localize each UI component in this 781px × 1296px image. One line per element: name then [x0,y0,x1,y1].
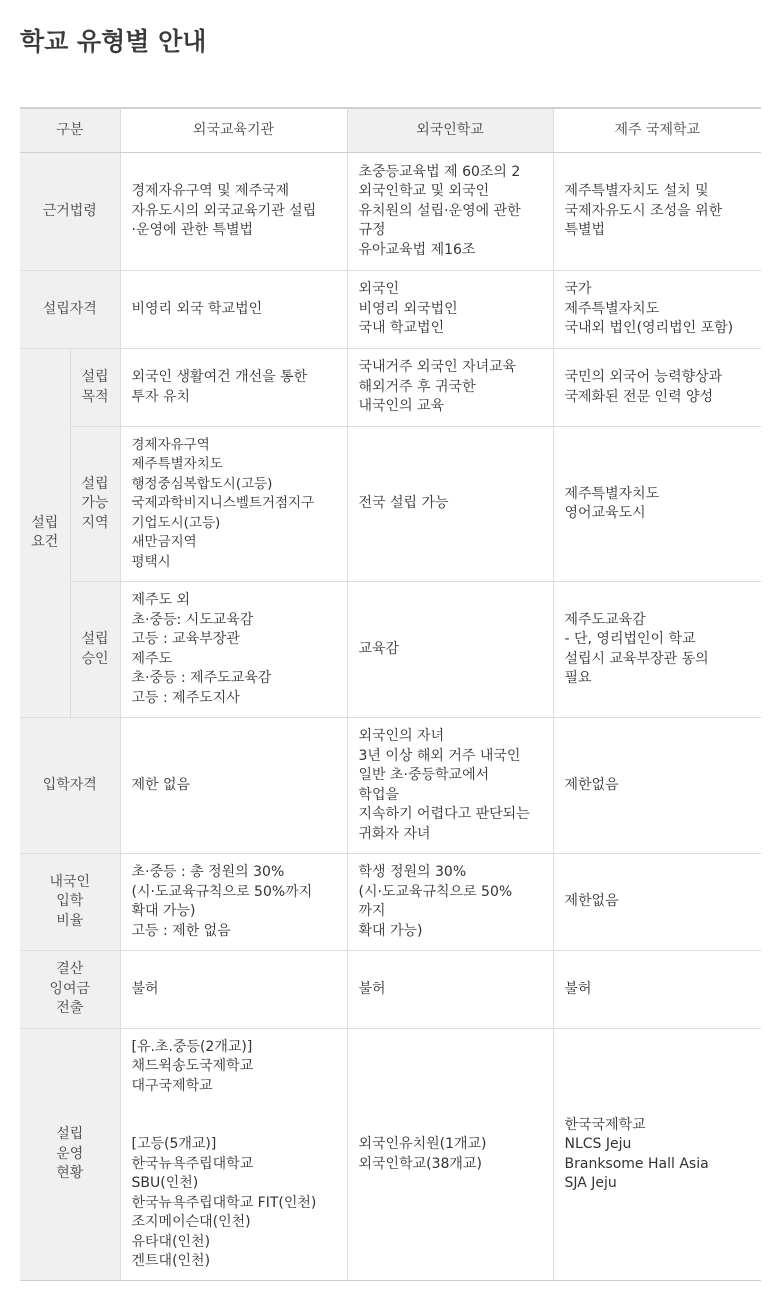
page-title: 학교 유형별 안내 [20,27,207,56]
row-label-requirements: 설립 요건 [20,349,70,718]
cell-domestic-ratio-col2: 학생 정원의 30% (시·도교육규칙으로 50% 까지 확대 가능) [347,854,553,951]
row-label-approval: 설립 승인 [70,582,120,718]
cell-legal-basis-col2: 초중등교육법 제 60조의 2 외국인학교 및 외국인 유치원의 설립·운영에 관한 규정 유아교육법 제16조 [347,153,553,271]
cell-surplus-col2: 불허 [347,951,553,1029]
cell-status-col3: 한국국제학교 NLCS Jeju Branksome Hall Asia SJA Jeju [553,1029,761,1281]
cell-region-col3: 제주특별자치도 영어교육도시 [553,427,761,582]
cell-admission-col3: 제한없음 [553,718,761,854]
row-surplus [20,951,761,1029]
cell-status-col1: [유.초.중등(2개교)] 채드윅송도국제학교 대구국제학교 [고등(5개교)] 한국뉴욕주립대학교 SBU(인천) 한국뉴욕주립대학교 FIT(인천) 조지메이슨대(인천) 유타대(인천) 겐트대(인천) [120,1029,347,1281]
cell-surplus-col1: 불허 [120,951,347,1029]
cell-region-col1: 경제자유구역 제주특별자치도 행정중심복합도시(고등) 국제과학비지니스벨트거점지구 기업도시(고등) 새만금지역 평택시 [120,427,347,582]
header-jeju-international: 제주 국제학교 [553,108,761,153]
row-label-domestic-ratio: 내국인 입학 비율 [20,854,120,951]
row-approval [20,582,761,718]
cell-purpose-col2: 국내거주 외국인 자녀교육 해외거주 후 귀국한 내국인의 교육 [347,349,553,427]
school-type-table [20,107,761,1281]
row-label-qualification: 설립자격 [20,271,120,349]
table-header-row [20,108,761,153]
cell-legal-basis-col3: 제주특별자치도 설치 및 국제자유도시 조성을 위한 특별법 [553,153,761,271]
cell-approval-col2: 교육감 [347,582,553,718]
cell-admission-col2: 외국인의 자녀 3년 이상 해외 거주 내국인 일반 초·중등학교에서 학업을 지속하기 어렵다고 판단되는 귀화자 자녀 [347,718,553,854]
cell-legal-basis-col1: 경제자유구역 및 제주국제 자유도시의 외국교육기관 설립 ·운영에 관한 특별법 [120,153,347,271]
row-label-status: 설립 운영 현황 [20,1029,120,1281]
cell-surplus-col3: 불허 [553,951,761,1029]
header-foreign-school: 외국인학교 [347,108,553,153]
row-label-region: 설립 가능 지역 [70,427,120,582]
cell-purpose-col1: 외국인 생활여건 개선을 통한 투자 유치 [120,349,347,427]
cell-approval-col1: 제주도 외 초·중등: 시도교육감 고등 : 교육부장관 제주도 초·중등 : 제주도교육감 고등 : 제주도지사 [120,582,347,718]
row-qualification [20,271,761,349]
cell-status-col2: 외국인유치원(1개교) 외국인학교(38개교) [347,1029,553,1281]
cell-qualification-col1: 비영리 외국 학교법인 [120,271,347,349]
row-label-legal-basis: 근거법령 [20,153,120,271]
cell-domestic-ratio-col3: 제한없음 [553,854,761,951]
cell-region-col2: 전국 설립 가능 [347,427,553,582]
row-purpose [20,349,761,427]
row-label-purpose: 설립 목적 [70,349,120,427]
cell-admission-col1: 제한 없음 [120,718,347,854]
row-region [20,427,761,582]
row-admission [20,718,761,854]
cell-approval-col3: 제주도교육감 - 단, 영리법인이 학교 설립시 교육부장관 동의 필요 [553,582,761,718]
cell-qualification-col2: 외국인 비영리 외국법인 국내 학교법인 [347,271,553,349]
cell-purpose-col3: 국민의 외국어 능력향상과 국제화된 전문 인력 양성 [553,349,761,427]
cell-qualification-col3: 국가 제주특별자치도 국내외 법인(영리법인 포함) [553,271,761,349]
row-label-admission: 입학자격 [20,718,120,854]
header-category: 구분 [20,108,120,153]
row-label-surplus: 결산 잉여금 전출 [20,951,120,1029]
row-status [20,1029,761,1281]
cell-domestic-ratio-col1: 초·중등 : 총 정원의 30% (시·도교육규칙으로 50%까지 확대 가능) 고등 : 제한 없음 [120,854,347,951]
row-domestic-ratio [20,854,761,951]
header-foreign-institution: 외국교육기관 [120,108,347,153]
row-legal-basis [20,153,761,271]
